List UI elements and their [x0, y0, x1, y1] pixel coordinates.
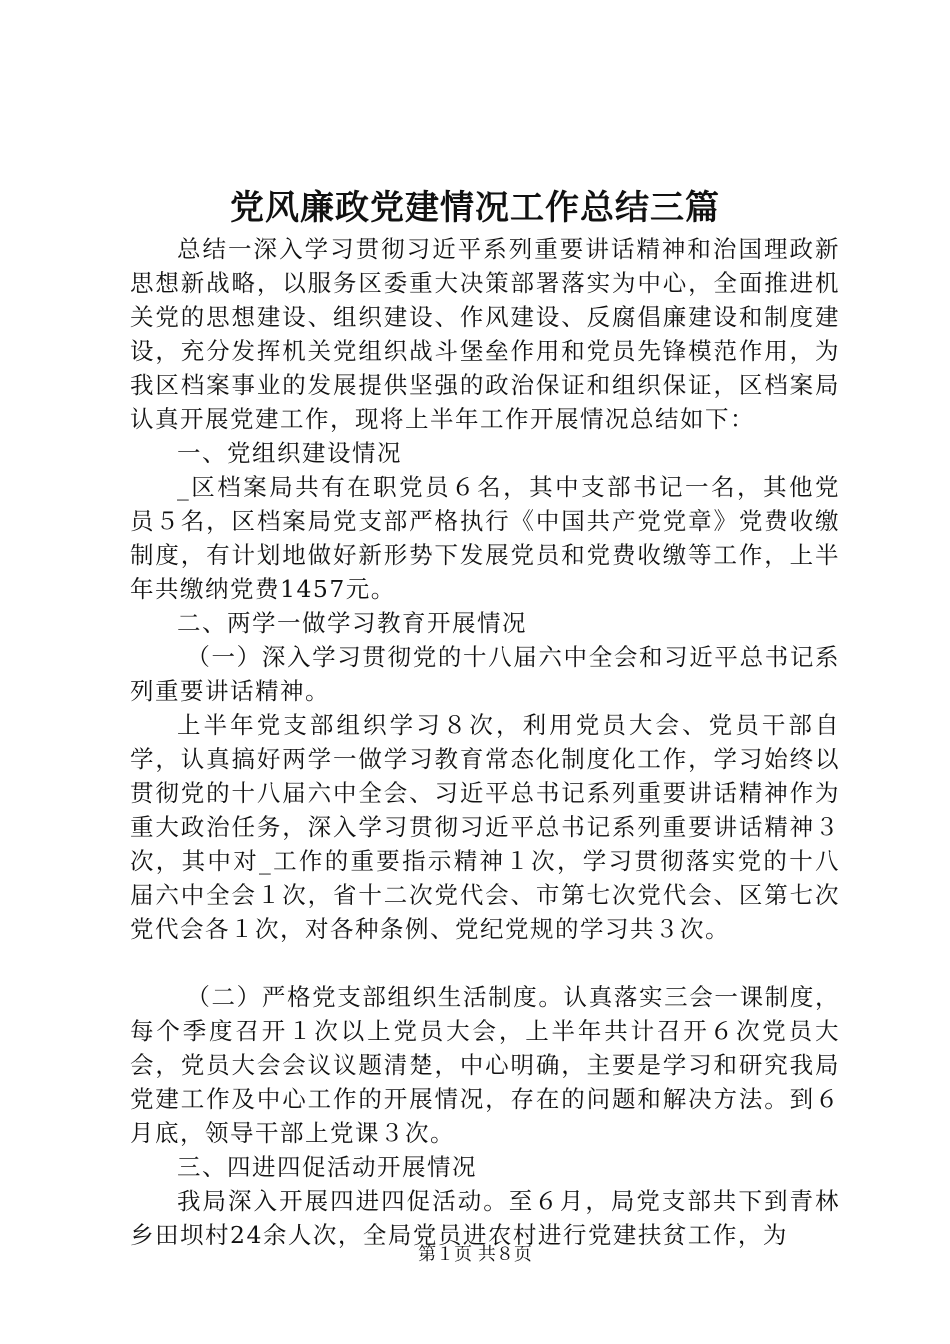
paragraph-four-in-four-promote: 我局深入开展四进四促活动。至６月，局党支部共下到青林乡田坝村24余人次，全局党员进农村进行党建扶贫工作，为 — [130, 1187, 840, 1249]
paragraph-party-organization: _区档案局共有在职党员６名，其中支部书记一名，其他党员５名，区档案局党支部严格执行《中国共产党党章》党费收缴制度，有计划地做好新形势下发展党员和党费收缴等工作，上半年共缴纳党费1457元。 — [130, 473, 840, 603]
paragraph-study-sessions: 上半年党支部组织学习８次，利用党员大会、党员干部自学，认真搞好两学一做学习教育常态化制度化工作，学习始终以贯彻党的十八届六中全会、习近平总书记系列重要讲话精神作为重大政治任务，深入学习贯彻习近平总书记系列重要讲话精神３次，其中对_工作的重要指示精神１次，学习贯彻落实党的十八届六中全会１次，省十二次党代会、市第七次党代会、区第七次党代会各１次，对各种条例、党纪党规的学习共３次。 — [130, 711, 840, 943]
document-title: 党风廉政党建情况工作总结三篇 — [230, 188, 720, 228]
document-body — [130, 232, 840, 1252]
section-heading-study-education: 二、两学一做学习教育开展情况 — [177, 609, 527, 637]
section-heading-party-organization: 一、党组织建设情况 — [177, 439, 402, 467]
page-number-footer: 第１页 共８页 — [418, 1244, 532, 1265]
section-heading-four-in-four-promote: 三、四进四促活动开展情况 — [177, 1153, 477, 1181]
paragraph-organization-life: （二）严格党支部组织生活制度。认真落实三会一课制度，每个季度召开１次以上党员大会，上半年共计召开６次党员大会，党员大会会议议题清楚，中心明确，主要是学习和研究我局党建工作及中心工作的开展情况，存在的问题和解决方法。到６月底，领导干部上党课３次。 — [130, 983, 840, 1147]
subheading-study-spirit: （一）深入学习贯彻党的十八届六中全会和习近平总书记系列重要讲话精神。 — [130, 643, 840, 705]
paragraph-intro: 总结一深入学习贯彻习近平系列重要讲话精神和治国理政新思想新战略，以服务区委重大决策部署落实为中心，全面推进机关党的思想建设、组织建设、作风建设、反腐倡廉建设和制度建设，充分发挥机关党组织战斗堡垒作用和党员先锋模范作用，为我区档案事业的发展提供坚强的政治保证和组织保证，区档案局认真开展党建工作，现将上半年工作开展情况总结如下： — [130, 235, 840, 433]
